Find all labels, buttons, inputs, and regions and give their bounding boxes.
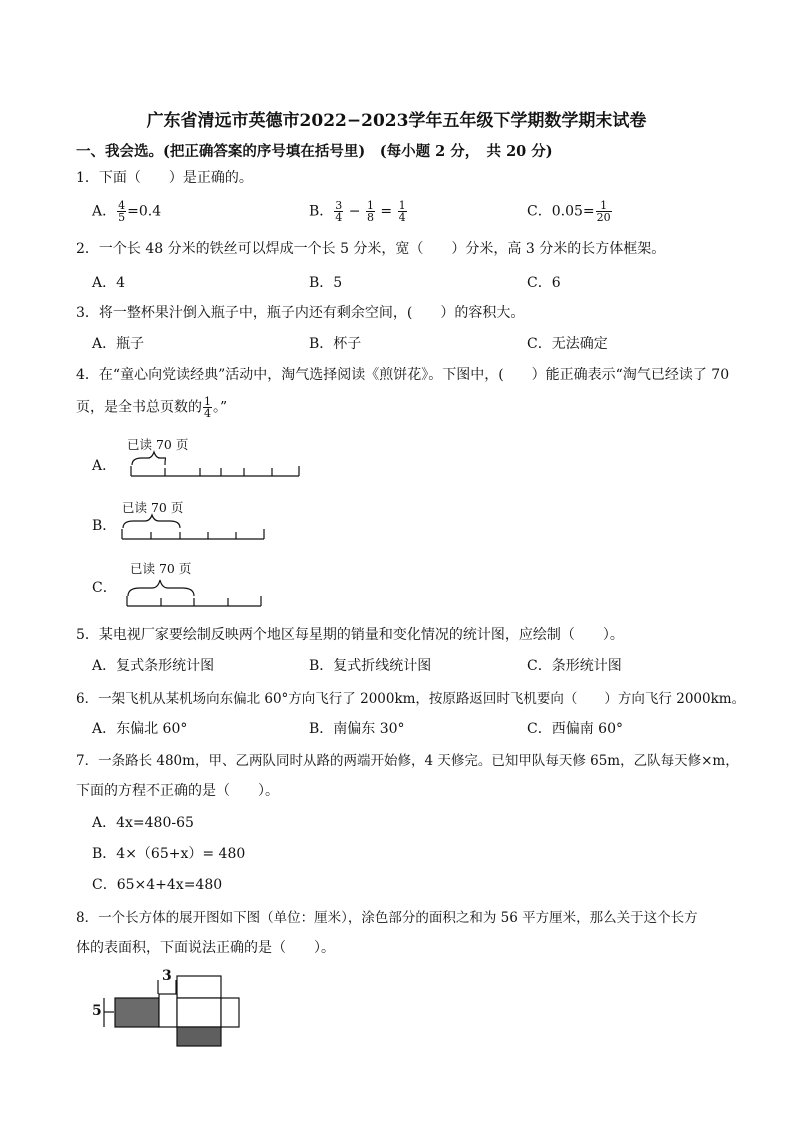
- read-pages-label: 已读 70 页: [127, 437, 189, 452]
- net-dimension-left: 5: [92, 1003, 102, 1019]
- question-2-option-a: A．4: [92, 275, 126, 291]
- net-dimension-top: 3: [162, 968, 172, 984]
- segment-diagram-c: [122, 566, 272, 610]
- question-7-option-b: B．4×（65+x）= 480: [92, 846, 246, 862]
- question-5-option-a: A．复式条形统计图: [92, 658, 215, 674]
- question-1-stem: 1．下面（ ）是正确的。: [76, 170, 253, 186]
- question-4-option-b: B．: [92, 518, 117, 534]
- fraction: $\frac{1}{4}$: [398, 199, 406, 224]
- question-1-option-c: C．0.05= $\frac{1}{20}$: [527, 199, 611, 224]
- question-7-stem-cont: 下面的方程不正确的是（ ）。: [76, 783, 279, 799]
- question-6-option-b: B．南偏东 30°: [309, 721, 405, 737]
- fraction: $\frac{1}{8}$: [366, 199, 374, 224]
- cuboid-net-diagram: [100, 972, 300, 1052]
- question-7-stem: 7．一条路长 480m，甲、乙两队同时从路的两端开始修，4 天修完。已知甲队每天修 65m，乙队每天修×m，: [76, 753, 739, 769]
- question-3-option-b: B．杯子: [309, 336, 362, 352]
- question-1-option-b: B． $\frac{3}{4}$ − $\frac{1}{8}$ = $\frac{1}{4}$: [309, 199, 406, 224]
- question-3-stem: 3．将一整杯果汁倒入瓶子中，瓶子内还有剩余空间，( ）的容积大。: [76, 305, 525, 321]
- question-6-option-a: A．东偏北 60°: [92, 721, 188, 737]
- question-5-option-c: C．条形统计图: [527, 658, 622, 674]
- question-3-option-c: C．无法确定: [527, 336, 608, 352]
- fraction: $\frac{3}{4}$: [335, 199, 343, 224]
- question-1-option-a: A． $\frac{4}{5}$ =0.4: [92, 199, 162, 224]
- question-2-stem: 2．一个长 48 分米的铁丝可以焊成一个长 5 分米，宽（ ）分米，高 3 分米的长方体框架。: [76, 241, 666, 257]
- question-7-option-a: A．4x=480-65: [92, 815, 194, 831]
- question-6-stem: 6．一架飞机从某机场向东偏北 60°方向飞行了 2000km，按原路返回时飞机要向（ ）方向飞行 2000km。: [76, 691, 746, 707]
- question-8-stem: 8．一个长方体的展开图如下图（单位：厘米），涂色部分的面积之和为 56 平方厘米，那么关于这个长方: [76, 910, 698, 926]
- question-2-option-c: C．6: [527, 275, 561, 291]
- section-heading: 一、我会选。(把正确答案的序号填在括号里) (每小题 2 分， 共 20 分): [76, 143, 553, 160]
- fraction: $\frac{1}{20}$: [596, 199, 611, 224]
- question-4-stem: 4．在“童心向党读经典”活动中，淘气选择阅读《煎饼花》。下图中，( ）能正确表示“淘气已经读了 70: [76, 367, 730, 383]
- read-pages-label: 已读 70 页: [130, 561, 192, 576]
- question-4-option-c: C．: [92, 580, 117, 596]
- fraction: $\frac{1}{4}$: [204, 395, 211, 420]
- question-4-stem-cont: 页，是全书总页数的 $\frac{1}{4}$ 。”: [76, 395, 228, 420]
- question-4-option-a: A．: [92, 458, 117, 474]
- question-7-option-c: C．65×4+4x=480: [92, 877, 223, 893]
- question-3-option-a: A．瓶子: [92, 336, 145, 352]
- fraction: $\frac{4}{5}$: [118, 199, 126, 224]
- question-8-stem-cont: 体的表面积，下面说法正确的是（ ）。: [76, 940, 335, 956]
- read-pages-label: 已读 70 页: [122, 500, 184, 515]
- page-title: 广东省清远市英德市2022−2023学年五年级下学期数学期末试卷: [146, 111, 647, 131]
- question-5-option-b: B．复式折线统计图: [309, 658, 432, 674]
- segment-diagram-b: [115, 504, 275, 544]
- question-6-option-c: C．西偏南 60°: [527, 721, 623, 737]
- question-5-stem: 5．某电视厂家要绘制反映两个地区每星期的销量和变化情况的统计图，应绘制（ ）。: [76, 627, 624, 643]
- segment-diagram-a: [120, 440, 310, 480]
- question-2-option-b: B．5: [309, 275, 343, 291]
